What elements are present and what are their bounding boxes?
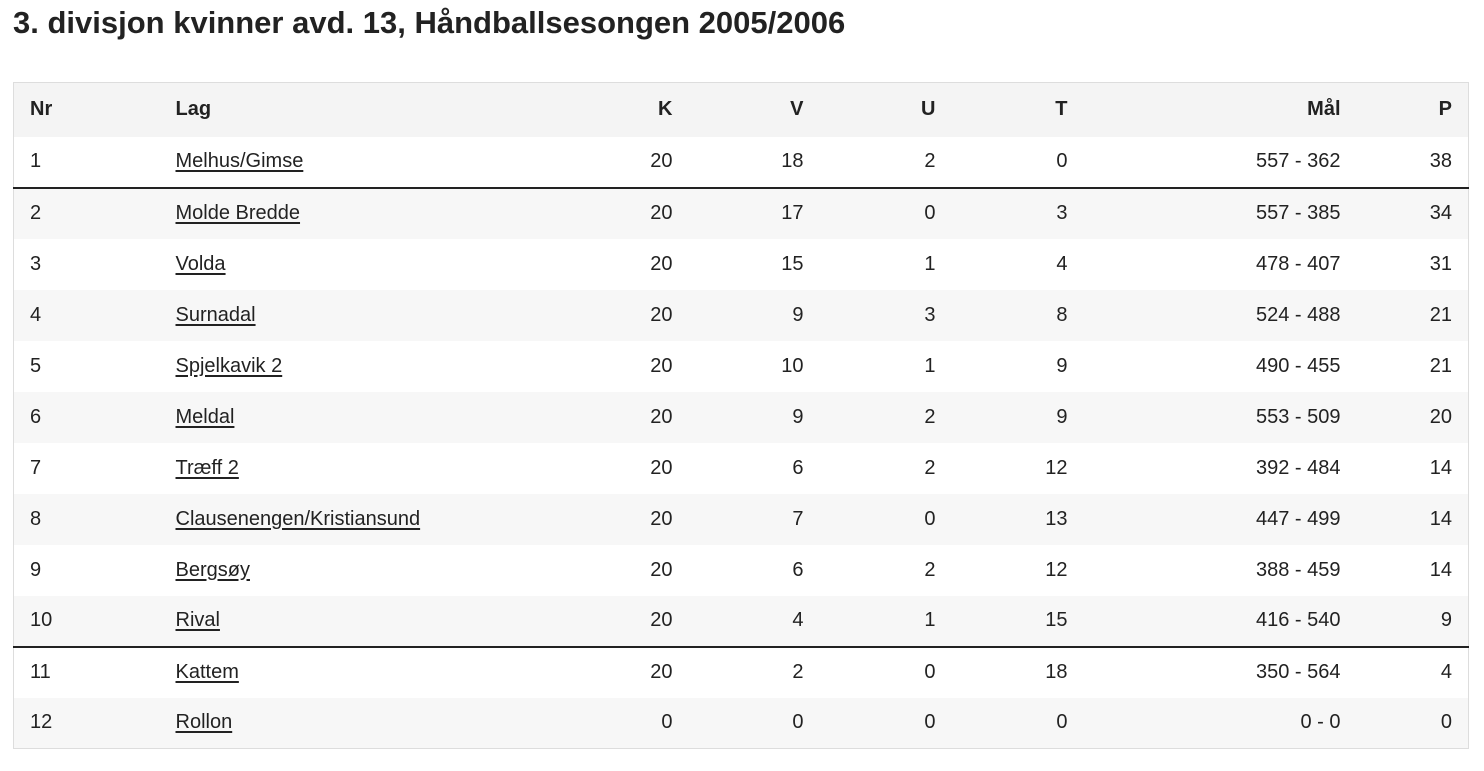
cell-nr: 9 [14, 545, 160, 596]
cell-lag [160, 188, 460, 239]
header-k: K [460, 83, 689, 137]
cell-v: 9 [689, 392, 820, 443]
cell-t: 9 [952, 392, 1084, 443]
cell-v: 6 [689, 443, 820, 494]
cell-nr: 1 [14, 137, 160, 188]
cell-maal: 388 - 459 [1084, 545, 1357, 596]
cell-p: 34 [1357, 188, 1469, 239]
cell-v: 15 [689, 239, 820, 290]
team-link[interactable]: Meldal [175, 405, 235, 428]
cell-t: 13 [952, 494, 1084, 545]
cell-k: 20 [460, 290, 689, 341]
cell-maal: 557 - 362 [1084, 137, 1357, 188]
header-lag: Lag [160, 83, 460, 137]
cell-p: 9 [1357, 596, 1469, 647]
cell-lag [160, 443, 460, 494]
cell-k: 20 [460, 392, 689, 443]
standings-table [13, 82, 1469, 749]
cell-k: 20 [460, 545, 689, 596]
cell-maal: 557 - 385 [1084, 188, 1357, 239]
cell-u: 1 [820, 596, 952, 647]
cell-maal: 524 - 488 [1084, 290, 1357, 341]
team-link[interactable]: Clausenengen/Kristiansund [175, 507, 421, 530]
team-link[interactable]: Melhus/Gimse [175, 150, 304, 172]
cell-lag [160, 647, 460, 698]
cell-maal: 478 - 407 [1084, 239, 1357, 290]
table-row [14, 647, 1469, 698]
table-row [14, 596, 1469, 647]
cell-u: 1 [820, 341, 952, 392]
table-row [14, 392, 1469, 443]
cell-v: 17 [689, 188, 820, 239]
cell-u: 0 [820, 494, 952, 545]
header-p: P [1357, 83, 1469, 137]
cell-p: 14 [1357, 443, 1469, 494]
cell-t: 18 [952, 647, 1084, 698]
cell-lag [160, 545, 460, 596]
team-link[interactable]: Volda [175, 252, 226, 275]
cell-p: 4 [1357, 647, 1469, 698]
header-v: V [689, 83, 820, 137]
cell-maal: 350 - 564 [1084, 647, 1357, 698]
cell-t: 9 [952, 341, 1084, 392]
cell-nr: 3 [14, 239, 160, 290]
team-link[interactable]: Molde Bredde [175, 202, 301, 224]
cell-lag [160, 494, 460, 545]
table-row [14, 188, 1469, 239]
cell-p: 31 [1357, 239, 1469, 290]
cell-p: 21 [1357, 290, 1469, 341]
cell-t: 12 [952, 545, 1084, 596]
cell-maal: 553 - 509 [1084, 392, 1357, 443]
cell-nr: 7 [14, 443, 160, 494]
cell-maal: 490 - 455 [1084, 341, 1357, 392]
cell-p: 14 [1357, 494, 1469, 545]
header-maal: Mål [1084, 83, 1357, 137]
cell-maal: 0 - 0 [1084, 698, 1357, 749]
cell-v: 2 [689, 647, 820, 698]
team-link[interactable]: Spjelkavik 2 [175, 354, 283, 377]
table-row [14, 137, 1469, 188]
team-link[interactable]: Surnadal [175, 303, 256, 326]
header-u: U [820, 83, 952, 137]
table-row [14, 545, 1469, 596]
cell-nr: 2 [14, 188, 160, 239]
team-link[interactable]: Rollon [175, 711, 233, 734]
cell-k: 20 [460, 137, 689, 188]
cell-p: 0 [1357, 698, 1469, 749]
cell-t: 4 [952, 239, 1084, 290]
cell-v: 10 [689, 341, 820, 392]
cell-nr: 5 [14, 341, 160, 392]
cell-lag [160, 239, 460, 290]
team-link[interactable]: Træff 2 [175, 456, 239, 479]
team-link[interactable]: Kattem [175, 661, 239, 683]
cell-u: 3 [820, 290, 952, 341]
cell-lag [160, 392, 460, 443]
page-title: 3. divisjon kvinner avd. 13, Håndballsesongen 2005/2006 [13, 5, 846, 40]
cell-t: 0 [952, 137, 1084, 188]
cell-u: 2 [820, 443, 952, 494]
cell-p: 14 [1357, 545, 1469, 596]
cell-v: 4 [689, 596, 820, 647]
cell-maal: 447 - 499 [1084, 494, 1357, 545]
table-header [14, 83, 1469, 137]
cell-p: 21 [1357, 341, 1469, 392]
cell-t: 0 [952, 698, 1084, 749]
cell-u: 1 [820, 239, 952, 290]
cell-t: 8 [952, 290, 1084, 341]
cell-p: 38 [1357, 137, 1469, 188]
cell-v: 18 [689, 137, 820, 188]
header-t: T [952, 83, 1084, 137]
table-row [14, 494, 1469, 545]
cell-nr: 10 [14, 596, 160, 647]
cell-maal: 392 - 484 [1084, 443, 1357, 494]
cell-t: 15 [952, 596, 1084, 647]
cell-v: 6 [689, 545, 820, 596]
cell-lag [160, 596, 460, 647]
cell-u: 0 [820, 188, 952, 239]
cell-k: 20 [460, 596, 689, 647]
cell-lag [160, 137, 460, 188]
cell-u: 2 [820, 545, 952, 596]
cell-k: 20 [460, 443, 689, 494]
cell-nr: 6 [14, 392, 160, 443]
cell-k: 0 [460, 698, 689, 749]
team-link[interactable]: Bergsøy [175, 558, 250, 581]
cell-p: 20 [1357, 392, 1469, 443]
cell-maal: 416 - 540 [1084, 596, 1357, 647]
cell-v: 9 [689, 290, 820, 341]
cell-nr: 8 [14, 494, 160, 545]
cell-k: 20 [460, 647, 689, 698]
cell-u: 0 [820, 698, 952, 749]
table-row [14, 239, 1469, 290]
cell-nr: 12 [14, 698, 160, 749]
cell-nr: 4 [14, 290, 160, 341]
table-row [14, 290, 1469, 341]
table-row [14, 698, 1469, 749]
table-row [14, 443, 1469, 494]
cell-k: 20 [460, 494, 689, 545]
team-link[interactable]: Rival [175, 609, 220, 631]
cell-lag [160, 698, 460, 749]
cell-v: 7 [689, 494, 820, 545]
cell-t: 12 [952, 443, 1084, 494]
cell-u: 2 [820, 137, 952, 188]
cell-u: 0 [820, 647, 952, 698]
table-body [14, 137, 1469, 749]
cell-k: 20 [460, 239, 689, 290]
cell-v: 0 [689, 698, 820, 749]
header-row [14, 83, 1469, 137]
cell-k: 20 [460, 341, 689, 392]
table-row [14, 341, 1469, 392]
cell-k: 20 [460, 188, 689, 239]
cell-u: 2 [820, 392, 952, 443]
header-nr: Nr [14, 83, 160, 137]
cell-lag [160, 290, 460, 341]
cell-nr: 11 [14, 647, 160, 698]
cell-lag [160, 341, 460, 392]
cell-t: 3 [952, 188, 1084, 239]
